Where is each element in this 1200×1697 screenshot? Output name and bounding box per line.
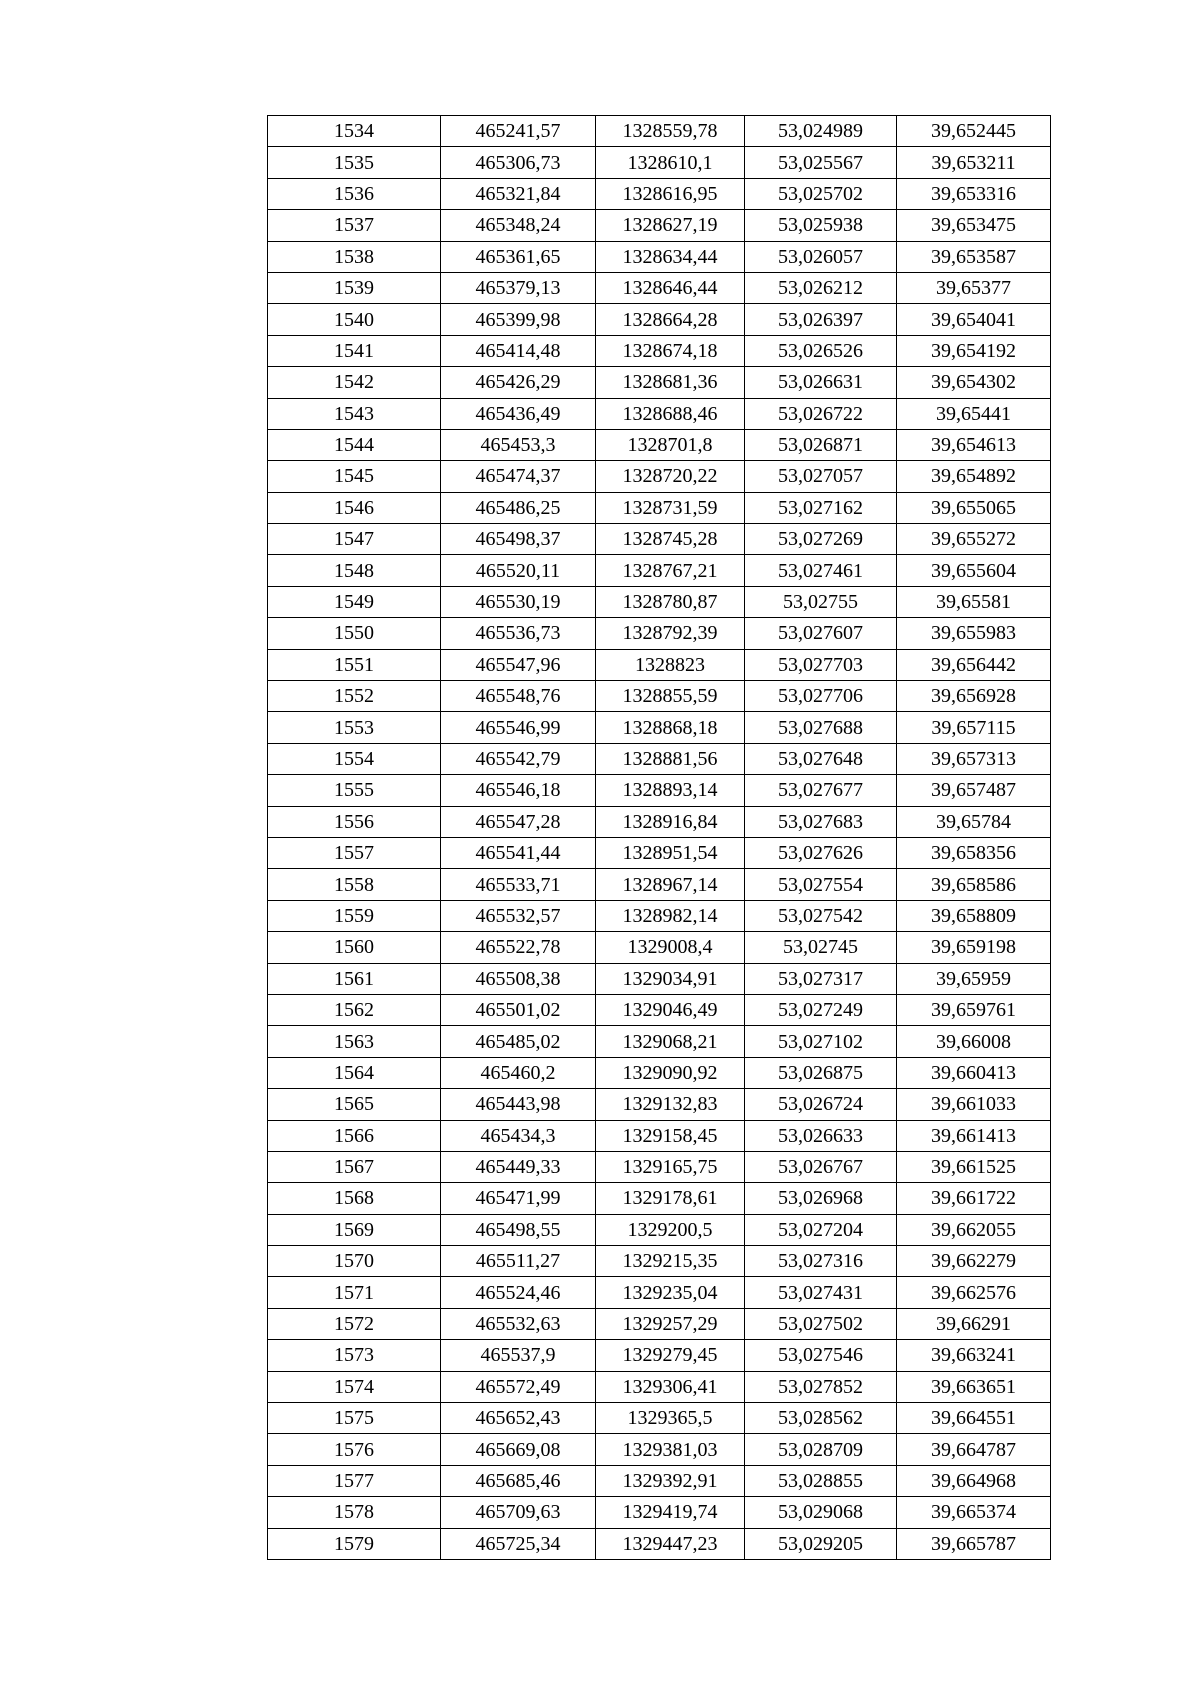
y-coordinate-cell: 1328855,59 <box>596 681 745 712</box>
table-row <box>268 398 1051 429</box>
latitude-cell: 53,029205 <box>745 1528 897 1559</box>
x-coordinate-cell: 465542,79 <box>441 743 596 774</box>
table-row <box>268 178 1051 209</box>
point-number-cell: 1537 <box>268 210 441 241</box>
x-coordinate-cell: 465541,44 <box>441 837 596 868</box>
x-coordinate-cell: 465572,49 <box>441 1371 596 1402</box>
y-coordinate-cell: 1329257,29 <box>596 1308 745 1339</box>
y-coordinate-cell: 1328688,46 <box>596 398 745 429</box>
longitude-cell: 39,662576 <box>897 1277 1051 1308</box>
x-coordinate-cell: 465361,65 <box>441 241 596 272</box>
latitude-cell: 53,026631 <box>745 367 897 398</box>
longitude-cell: 39,66008 <box>897 1026 1051 1057</box>
x-coordinate-cell: 465321,84 <box>441 178 596 209</box>
longitude-cell: 39,660413 <box>897 1057 1051 1088</box>
table-row <box>268 963 1051 994</box>
latitude-cell: 53,027607 <box>745 618 897 649</box>
longitude-cell: 39,65784 <box>897 806 1051 837</box>
latitude-cell: 53,024989 <box>745 116 897 147</box>
x-coordinate-cell: 465530,19 <box>441 586 596 617</box>
x-coordinate-cell: 465414,48 <box>441 335 596 366</box>
latitude-cell: 53,027431 <box>745 1277 897 1308</box>
longitude-cell: 39,664787 <box>897 1434 1051 1465</box>
table-row <box>268 555 1051 586</box>
y-coordinate-cell: 1329034,91 <box>596 963 745 994</box>
y-coordinate-cell: 1329419,74 <box>596 1497 745 1528</box>
point-number-cell: 1558 <box>268 869 441 900</box>
latitude-cell: 53,02745 <box>745 932 897 963</box>
longitude-cell: 39,655604 <box>897 555 1051 586</box>
y-coordinate-cell: 1329008,4 <box>596 932 745 963</box>
point-number-cell: 1561 <box>268 963 441 994</box>
table-row <box>268 116 1051 147</box>
point-number-cell: 1549 <box>268 586 441 617</box>
x-coordinate-cell: 465241,57 <box>441 116 596 147</box>
table-row <box>268 1497 1051 1528</box>
x-coordinate-cell: 465474,37 <box>441 461 596 492</box>
x-coordinate-cell: 465436,49 <box>441 398 596 429</box>
table-row <box>268 1403 1051 1434</box>
point-number-cell: 1573 <box>268 1340 441 1371</box>
table-row <box>268 1371 1051 1402</box>
x-coordinate-cell: 465547,96 <box>441 649 596 680</box>
longitude-cell: 39,661033 <box>897 1089 1051 1120</box>
longitude-cell: 39,664551 <box>897 1403 1051 1434</box>
x-coordinate-cell: 465522,78 <box>441 932 596 963</box>
x-coordinate-cell: 465449,33 <box>441 1151 596 1182</box>
table-row <box>268 806 1051 837</box>
x-coordinate-cell: 465498,55 <box>441 1214 596 1245</box>
latitude-cell: 53,026397 <box>745 304 897 335</box>
point-number-cell: 1579 <box>268 1528 441 1559</box>
x-coordinate-cell: 465548,76 <box>441 681 596 712</box>
y-coordinate-cell: 1329381,03 <box>596 1434 745 1465</box>
latitude-cell: 53,025567 <box>745 147 897 178</box>
longitude-cell: 39,661413 <box>897 1120 1051 1151</box>
latitude-cell: 53,027852 <box>745 1371 897 1402</box>
longitude-cell: 39,654892 <box>897 461 1051 492</box>
point-number-cell: 1555 <box>268 775 441 806</box>
y-coordinate-cell: 1328681,36 <box>596 367 745 398</box>
latitude-cell: 53,027461 <box>745 555 897 586</box>
longitude-cell: 39,661525 <box>897 1151 1051 1182</box>
point-number-cell: 1535 <box>268 147 441 178</box>
longitude-cell: 39,655272 <box>897 524 1051 555</box>
x-coordinate-cell: 465652,43 <box>441 1403 596 1434</box>
table-row <box>268 304 1051 335</box>
longitude-cell: 39,65441 <box>897 398 1051 429</box>
x-coordinate-cell: 465546,99 <box>441 712 596 743</box>
table-row <box>268 524 1051 555</box>
point-number-cell: 1550 <box>268 618 441 649</box>
table-row <box>268 618 1051 649</box>
table-row <box>268 1057 1051 1088</box>
point-number-cell: 1544 <box>268 429 441 460</box>
point-number-cell: 1566 <box>268 1120 441 1151</box>
longitude-cell: 39,653587 <box>897 241 1051 272</box>
coordinates-table-body <box>268 116 1051 1560</box>
longitude-cell: 39,664968 <box>897 1465 1051 1496</box>
y-coordinate-cell: 1329158,45 <box>596 1120 745 1151</box>
y-coordinate-cell: 1329235,04 <box>596 1277 745 1308</box>
x-coordinate-cell: 465547,28 <box>441 806 596 837</box>
point-number-cell: 1575 <box>268 1403 441 1434</box>
latitude-cell: 53,026212 <box>745 272 897 303</box>
table-row <box>268 681 1051 712</box>
point-number-cell: 1536 <box>268 178 441 209</box>
x-coordinate-cell: 465486,25 <box>441 492 596 523</box>
point-number-cell: 1543 <box>268 398 441 429</box>
latitude-cell: 53,026724 <box>745 1089 897 1120</box>
y-coordinate-cell: 1329132,83 <box>596 1089 745 1120</box>
x-coordinate-cell: 465306,73 <box>441 147 596 178</box>
longitude-cell: 39,655065 <box>897 492 1051 523</box>
longitude-cell: 39,659198 <box>897 932 1051 963</box>
x-coordinate-cell: 465532,63 <box>441 1308 596 1339</box>
x-coordinate-cell: 465485,02 <box>441 1026 596 1057</box>
table-row <box>268 712 1051 743</box>
y-coordinate-cell: 1328559,78 <box>596 116 745 147</box>
point-number-cell: 1546 <box>268 492 441 523</box>
table-row <box>268 932 1051 963</box>
point-number-cell: 1542 <box>268 367 441 398</box>
x-coordinate-cell: 465348,24 <box>441 210 596 241</box>
latitude-cell: 53,025938 <box>745 210 897 241</box>
table-row <box>268 461 1051 492</box>
point-number-cell: 1560 <box>268 932 441 963</box>
y-coordinate-cell: 1328792,39 <box>596 618 745 649</box>
y-coordinate-cell: 1328951,54 <box>596 837 745 868</box>
longitude-cell: 39,65959 <box>897 963 1051 994</box>
y-coordinate-cell: 1329447,23 <box>596 1528 745 1559</box>
table-row <box>268 649 1051 680</box>
point-number-cell: 1547 <box>268 524 441 555</box>
y-coordinate-cell: 1329279,45 <box>596 1340 745 1371</box>
y-coordinate-cell: 1329178,61 <box>596 1183 745 1214</box>
point-number-cell: 1553 <box>268 712 441 743</box>
point-number-cell: 1539 <box>268 272 441 303</box>
table-row <box>268 586 1051 617</box>
longitude-cell: 39,657487 <box>897 775 1051 806</box>
x-coordinate-cell: 465520,11 <box>441 555 596 586</box>
x-coordinate-cell: 465508,38 <box>441 963 596 994</box>
x-coordinate-cell: 465709,63 <box>441 1497 596 1528</box>
latitude-cell: 53,027706 <box>745 681 897 712</box>
latitude-cell: 53,026875 <box>745 1057 897 1088</box>
latitude-cell: 53,026633 <box>745 1120 897 1151</box>
point-number-cell: 1577 <box>268 1465 441 1496</box>
latitude-cell: 53,027542 <box>745 900 897 931</box>
longitude-cell: 39,652445 <box>897 116 1051 147</box>
table-row <box>268 775 1051 806</box>
latitude-cell: 53,026722 <box>745 398 897 429</box>
point-number-cell: 1538 <box>268 241 441 272</box>
y-coordinate-cell: 1328916,84 <box>596 806 745 837</box>
y-coordinate-cell: 1329090,92 <box>596 1057 745 1088</box>
table-row <box>268 210 1051 241</box>
point-number-cell: 1578 <box>268 1497 441 1528</box>
x-coordinate-cell: 465460,2 <box>441 1057 596 1088</box>
latitude-cell: 53,027317 <box>745 963 897 994</box>
longitude-cell: 39,658809 <box>897 900 1051 931</box>
y-coordinate-cell: 1329215,35 <box>596 1246 745 1277</box>
point-number-cell: 1563 <box>268 1026 441 1057</box>
y-coordinate-cell: 1328731,59 <box>596 492 745 523</box>
longitude-cell: 39,663241 <box>897 1340 1051 1371</box>
point-number-cell: 1567 <box>268 1151 441 1182</box>
latitude-cell: 53,027502 <box>745 1308 897 1339</box>
y-coordinate-cell: 1328823 <box>596 649 745 680</box>
latitude-cell: 53,027546 <box>745 1340 897 1371</box>
point-number-cell: 1570 <box>268 1246 441 1277</box>
table-row <box>268 1183 1051 1214</box>
longitude-cell: 39,656928 <box>897 681 1051 712</box>
point-number-cell: 1556 <box>268 806 441 837</box>
longitude-cell: 39,665374 <box>897 1497 1051 1528</box>
longitude-cell: 39,654041 <box>897 304 1051 335</box>
point-number-cell: 1571 <box>268 1277 441 1308</box>
longitude-cell: 39,653211 <box>897 147 1051 178</box>
latitude-cell: 53,027688 <box>745 712 897 743</box>
point-number-cell: 1568 <box>268 1183 441 1214</box>
longitude-cell: 39,657313 <box>897 743 1051 774</box>
table-row <box>268 367 1051 398</box>
x-coordinate-cell: 465546,18 <box>441 775 596 806</box>
table-row <box>268 900 1051 931</box>
longitude-cell: 39,657115 <box>897 712 1051 743</box>
latitude-cell: 53,027249 <box>745 994 897 1025</box>
table-row <box>268 241 1051 272</box>
x-coordinate-cell: 465725,34 <box>441 1528 596 1559</box>
longitude-cell: 39,665787 <box>897 1528 1051 1559</box>
longitude-cell: 39,663651 <box>897 1371 1051 1402</box>
longitude-cell: 39,654302 <box>897 367 1051 398</box>
y-coordinate-cell: 1328745,28 <box>596 524 745 555</box>
latitude-cell: 53,027204 <box>745 1214 897 1245</box>
point-number-cell: 1557 <box>268 837 441 868</box>
longitude-cell: 39,662055 <box>897 1214 1051 1245</box>
y-coordinate-cell: 1329392,91 <box>596 1465 745 1496</box>
y-coordinate-cell: 1328868,18 <box>596 712 745 743</box>
y-coordinate-cell: 1329200,5 <box>596 1214 745 1245</box>
x-coordinate-cell: 465524,46 <box>441 1277 596 1308</box>
table-row <box>268 272 1051 303</box>
y-coordinate-cell: 1328893,14 <box>596 775 745 806</box>
y-coordinate-cell: 1328616,95 <box>596 178 745 209</box>
x-coordinate-cell: 465471,99 <box>441 1183 596 1214</box>
y-coordinate-cell: 1328634,44 <box>596 241 745 272</box>
latitude-cell: 53,026968 <box>745 1183 897 1214</box>
longitude-cell: 39,661722 <box>897 1183 1051 1214</box>
latitude-cell: 53,027269 <box>745 524 897 555</box>
y-coordinate-cell: 1329165,75 <box>596 1151 745 1182</box>
x-coordinate-cell: 465537,9 <box>441 1340 596 1371</box>
point-number-cell: 1574 <box>268 1371 441 1402</box>
latitude-cell: 53,026526 <box>745 335 897 366</box>
table-row <box>268 335 1051 366</box>
longitude-cell: 39,658356 <box>897 837 1051 868</box>
y-coordinate-cell: 1328701,8 <box>596 429 745 460</box>
table-row <box>268 1246 1051 1277</box>
x-coordinate-cell: 465669,08 <box>441 1434 596 1465</box>
longitude-cell: 39,662279 <box>897 1246 1051 1277</box>
point-number-cell: 1564 <box>268 1057 441 1088</box>
longitude-cell: 39,656442 <box>897 649 1051 680</box>
x-coordinate-cell: 465532,57 <box>441 900 596 931</box>
x-coordinate-cell: 465434,3 <box>441 1120 596 1151</box>
y-coordinate-cell: 1329046,49 <box>596 994 745 1025</box>
x-coordinate-cell: 465379,13 <box>441 272 596 303</box>
latitude-cell: 53,027703 <box>745 649 897 680</box>
table-row <box>268 1434 1051 1465</box>
latitude-cell: 53,028709 <box>745 1434 897 1465</box>
point-number-cell: 1562 <box>268 994 441 1025</box>
longitude-cell: 39,659761 <box>897 994 1051 1025</box>
y-coordinate-cell: 1328720,22 <box>596 461 745 492</box>
y-coordinate-cell: 1328881,56 <box>596 743 745 774</box>
longitude-cell: 39,65377 <box>897 272 1051 303</box>
latitude-cell: 53,027057 <box>745 461 897 492</box>
longitude-cell: 39,653475 <box>897 210 1051 241</box>
y-coordinate-cell: 1329068,21 <box>596 1026 745 1057</box>
longitude-cell: 39,658586 <box>897 869 1051 900</box>
table-row <box>268 1465 1051 1496</box>
y-coordinate-cell: 1328610,1 <box>596 147 745 178</box>
longitude-cell: 39,65581 <box>897 586 1051 617</box>
y-coordinate-cell: 1329306,41 <box>596 1371 745 1402</box>
coordinates-table <box>267 115 1051 1560</box>
y-coordinate-cell: 1328674,18 <box>596 335 745 366</box>
table-row <box>268 147 1051 178</box>
latitude-cell: 53,027162 <box>745 492 897 523</box>
point-number-cell: 1572 <box>268 1308 441 1339</box>
x-coordinate-cell: 465511,27 <box>441 1246 596 1277</box>
latitude-cell: 53,027316 <box>745 1246 897 1277</box>
longitude-cell: 39,654192 <box>897 335 1051 366</box>
y-coordinate-cell: 1328627,19 <box>596 210 745 241</box>
point-number-cell: 1559 <box>268 900 441 931</box>
y-coordinate-cell: 1328664,28 <box>596 304 745 335</box>
x-coordinate-cell: 465399,98 <box>441 304 596 335</box>
point-number-cell: 1548 <box>268 555 441 586</box>
latitude-cell: 53,027102 <box>745 1026 897 1057</box>
latitude-cell: 53,027626 <box>745 837 897 868</box>
table-row <box>268 869 1051 900</box>
table-row <box>268 743 1051 774</box>
latitude-cell: 53,026871 <box>745 429 897 460</box>
longitude-cell: 39,655983 <box>897 618 1051 649</box>
longitude-cell: 39,66291 <box>897 1308 1051 1339</box>
x-coordinate-cell: 465453,3 <box>441 429 596 460</box>
point-number-cell: 1534 <box>268 116 441 147</box>
table-row <box>268 1120 1051 1151</box>
table-row <box>268 1308 1051 1339</box>
point-number-cell: 1551 <box>268 649 441 680</box>
table-row <box>268 492 1051 523</box>
latitude-cell: 53,027554 <box>745 869 897 900</box>
x-coordinate-cell: 465498,37 <box>441 524 596 555</box>
latitude-cell: 53,027648 <box>745 743 897 774</box>
latitude-cell: 53,026767 <box>745 1151 897 1182</box>
point-number-cell: 1540 <box>268 304 441 335</box>
x-coordinate-cell: 465533,71 <box>441 869 596 900</box>
x-coordinate-cell: 465685,46 <box>441 1465 596 1496</box>
latitude-cell: 53,027683 <box>745 806 897 837</box>
point-number-cell: 1569 <box>268 1214 441 1245</box>
x-coordinate-cell: 465426,29 <box>441 367 596 398</box>
table-row <box>268 1151 1051 1182</box>
point-number-cell: 1552 <box>268 681 441 712</box>
table-row <box>268 429 1051 460</box>
table-row <box>268 1026 1051 1057</box>
point-number-cell: 1545 <box>268 461 441 492</box>
x-coordinate-cell: 465501,02 <box>441 994 596 1025</box>
longitude-cell: 39,653316 <box>897 178 1051 209</box>
y-coordinate-cell: 1328767,21 <box>596 555 745 586</box>
y-coordinate-cell: 1328646,44 <box>596 272 745 303</box>
table-row <box>268 1214 1051 1245</box>
table-row <box>268 1340 1051 1371</box>
table-row <box>268 994 1051 1025</box>
latitude-cell: 53,026057 <box>745 241 897 272</box>
longitude-cell: 39,654613 <box>897 429 1051 460</box>
point-number-cell: 1565 <box>268 1089 441 1120</box>
point-number-cell: 1576 <box>268 1434 441 1465</box>
latitude-cell: 53,027677 <box>745 775 897 806</box>
y-coordinate-cell: 1328967,14 <box>596 869 745 900</box>
latitude-cell: 53,028855 <box>745 1465 897 1496</box>
x-coordinate-cell: 465443,98 <box>441 1089 596 1120</box>
table-row <box>268 1089 1051 1120</box>
table-row <box>268 1528 1051 1559</box>
y-coordinate-cell: 1328780,87 <box>596 586 745 617</box>
point-number-cell: 1554 <box>268 743 441 774</box>
y-coordinate-cell: 1329365,5 <box>596 1403 745 1434</box>
y-coordinate-cell: 1328982,14 <box>596 900 745 931</box>
latitude-cell: 53,028562 <box>745 1403 897 1434</box>
table-row <box>268 1277 1051 1308</box>
latitude-cell: 53,029068 <box>745 1497 897 1528</box>
point-number-cell: 1541 <box>268 335 441 366</box>
x-coordinate-cell: 465536,73 <box>441 618 596 649</box>
latitude-cell: 53,02755 <box>745 586 897 617</box>
table-row <box>268 837 1051 868</box>
latitude-cell: 53,025702 <box>745 178 897 209</box>
